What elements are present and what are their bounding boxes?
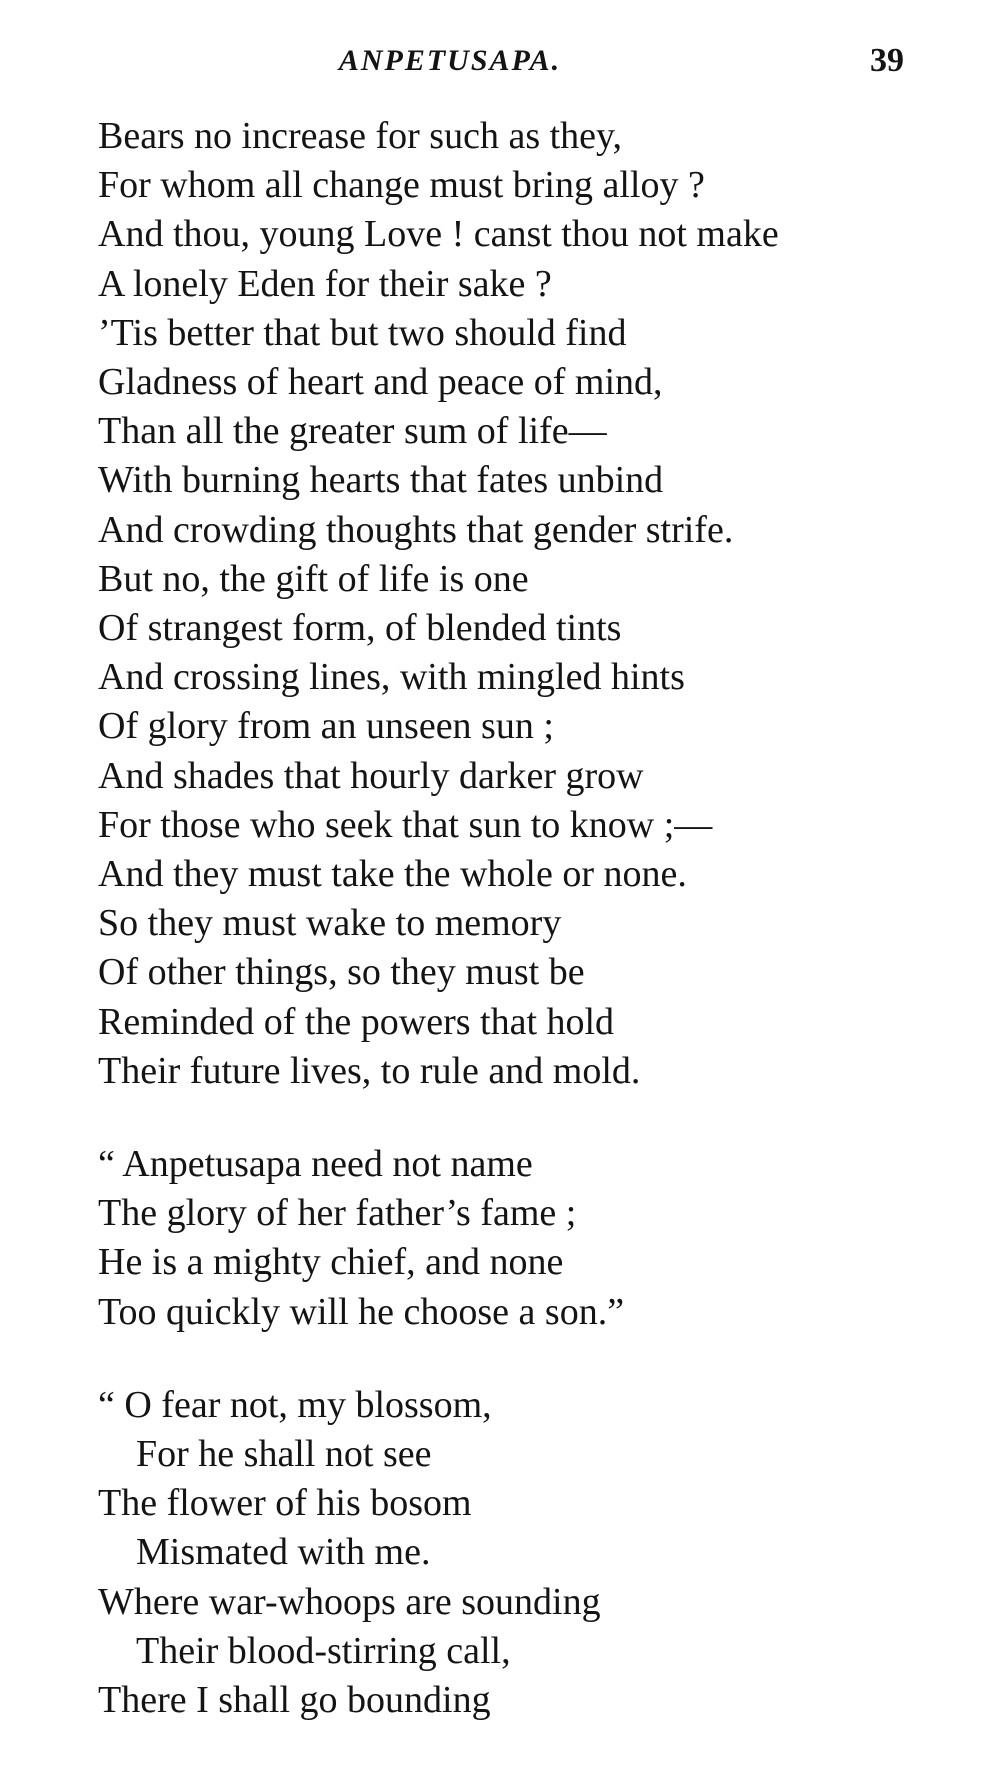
verse-line: Too quickly will he choose a son.” bbox=[98, 1290, 625, 1333]
verse-line: Of strangest form, of blended tints bbox=[98, 607, 622, 650]
verse-line: “ Anpetusapa need not name bbox=[98, 1143, 533, 1186]
verse-line: So they must wake to memory bbox=[98, 902, 562, 945]
verse-line: There I shall go bounding bbox=[98, 1679, 491, 1722]
verse-line: And thou, young Love ! canst thou not make bbox=[98, 213, 779, 256]
verse-line: And crowding thoughts that gender strife. bbox=[98, 508, 734, 551]
running-head bbox=[0, 40, 1000, 84]
verse-line: For those who seek that sun to know ;— bbox=[98, 803, 713, 846]
poem-text bbox=[98, 112, 918, 1725]
verse-line: Of other things, so they must be bbox=[98, 951, 585, 994]
verse-line: “ O fear not, my blossom, bbox=[98, 1383, 492, 1426]
verse-line: With burning hearts that fates unbind bbox=[98, 459, 664, 502]
verse-line: Their future lives, to rule and mold. bbox=[98, 1049, 641, 1092]
stanza bbox=[98, 1381, 918, 1725]
verse-line-indented: Their blood-stirring call, bbox=[136, 1629, 511, 1672]
verse-line: Gladness of heart and peace of mind, bbox=[98, 361, 663, 404]
stanza bbox=[98, 112, 918, 1096]
verse-line: And shades that hourly darker grow bbox=[98, 754, 644, 797]
verse-line: Reminded of the powers that hold bbox=[98, 1000, 615, 1043]
verse-line: The glory of her father’s fame ; bbox=[98, 1192, 577, 1235]
verse-line-indented: Mismated with me. bbox=[136, 1531, 431, 1574]
verse-line: ’Tis better that but two should find bbox=[98, 311, 627, 354]
page-number: 39 bbox=[870, 42, 904, 79]
verse-line: A lonely Eden for their sake ? bbox=[98, 262, 552, 305]
verse-line: Bears no increase for such as they, bbox=[98, 115, 623, 157]
verse-line: The flower of his bosom bbox=[98, 1482, 472, 1525]
verse-line: For whom all change must bring alloy ? bbox=[98, 164, 705, 207]
verse-line: Of glory from an unseen sun ; bbox=[98, 705, 554, 748]
verse-line-indented: For he shall not see bbox=[136, 1433, 432, 1476]
verse-line: And crossing lines, with mingled hints bbox=[98, 656, 685, 699]
verse-line: Where war-whoops are sounding bbox=[98, 1580, 601, 1623]
verse-line: And they must take the whole or none. bbox=[98, 853, 687, 896]
verse-line: He is a mighty chief, and none bbox=[98, 1241, 564, 1284]
running-title: ANPETUSAPA. bbox=[338, 44, 562, 77]
stanza bbox=[98, 1140, 918, 1337]
verse-line: Than all the greater sum of life— bbox=[98, 410, 607, 453]
verse-line: But no, the gift of life is one bbox=[98, 557, 529, 600]
